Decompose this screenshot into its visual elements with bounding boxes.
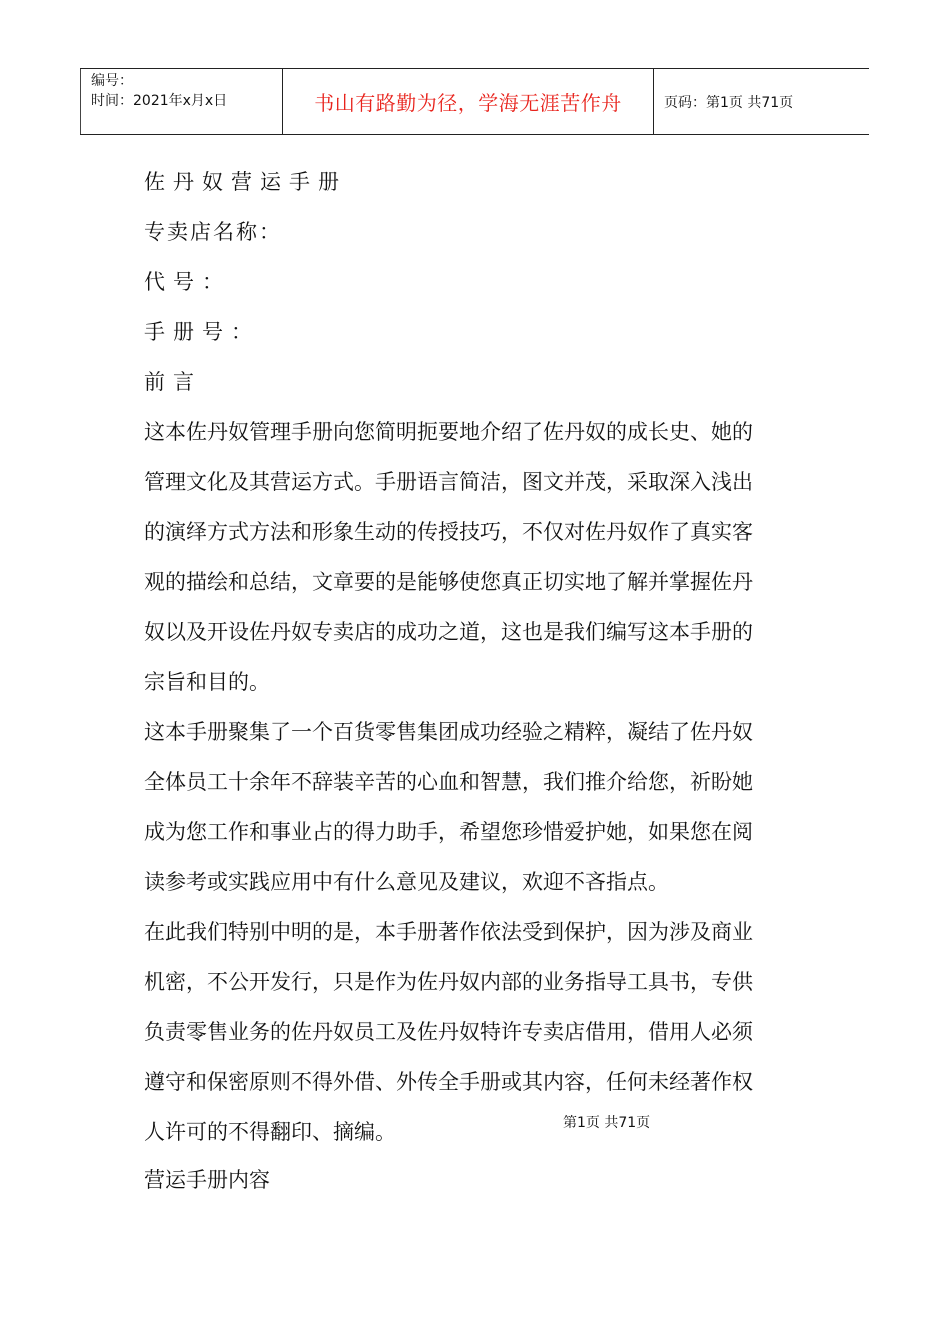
manual-no-label: 手册号： — [144, 320, 260, 344]
body-line: 的演绎方式方法和形象生动的传授技巧，不仅对佐丹奴作了真实客 — [144, 520, 753, 544]
body-line: 在此我们特别中明的是，本手册著作依法受到保护，因为涉及商业 — [144, 920, 753, 944]
body-line: 读参考或实践应用中有什么意见及建议，欢迎不吝指点。 — [144, 870, 669, 894]
body-line: 成为您工作和事业占的得力助手，希望您珍惜爱护她，如果您在阅 — [144, 820, 753, 844]
header-meta-cell — [81, 69, 283, 135]
body-line: 观的描绘和总结，文章要的是能够使您真正切实地了解并掌握佐丹 — [144, 570, 753, 594]
body-line: 这本手册聚集了一个百货零售集团成功经验之精粹，凝结了佐丹奴 — [144, 720, 753, 744]
body-line: 这本佐丹奴管理手册向您简明扼要地介绍了佐丹奴的成长史、她的 — [144, 420, 753, 444]
contents-heading: 营运手册内容 — [144, 1168, 270, 1192]
preface-heading: 前言 — [144, 370, 202, 394]
body-line: 全体员工十余年不辞装辛苦的心血和智慧，我们推介给您，祈盼她 — [144, 770, 753, 794]
header-motto-cell — [283, 69, 654, 135]
body-line: 奴以及开设佐丹奴专卖店的成功之道，这也是我们编写这本手册的 — [144, 620, 753, 644]
time-label: 时间：2021年x月x日 — [91, 93, 228, 109]
footer-page-info: 第1页 共71页 — [563, 1115, 651, 1131]
motto: 书山有路勤为径，学海无涯苦作舟 — [314, 91, 622, 115]
document-title: 佐丹奴营运手册 — [144, 170, 347, 194]
header-page-info: 页码：第1页 共71页 — [664, 94, 794, 111]
body-line: 管理文化及其营运方式。手册语言简洁，图文并茂，采取深入浅出 — [144, 470, 753, 494]
store-name-label: 专卖店名称： — [144, 220, 282, 244]
header-table — [80, 68, 869, 135]
body-line: 人许可的不得翻印、摘编。 — [144, 1120, 396, 1144]
body-line: 宗旨和目的。 — [144, 670, 270, 694]
body-line: 负责零售业务的佐丹奴员工及佐丹奴特许专卖店借用，借用人必须 — [144, 1020, 753, 1044]
code-label: 代号： — [144, 270, 231, 294]
body-line: 遵守和保密原则不得外借、外传全手册或其内容，任何未经著作权 — [144, 1070, 753, 1094]
body-line: 机密，不公开发行，只是作为佐丹奴内部的业务指导工具书，专供 — [144, 970, 753, 994]
number-label: 编号： — [91, 73, 133, 89]
header-page-cell — [654, 69, 870, 135]
